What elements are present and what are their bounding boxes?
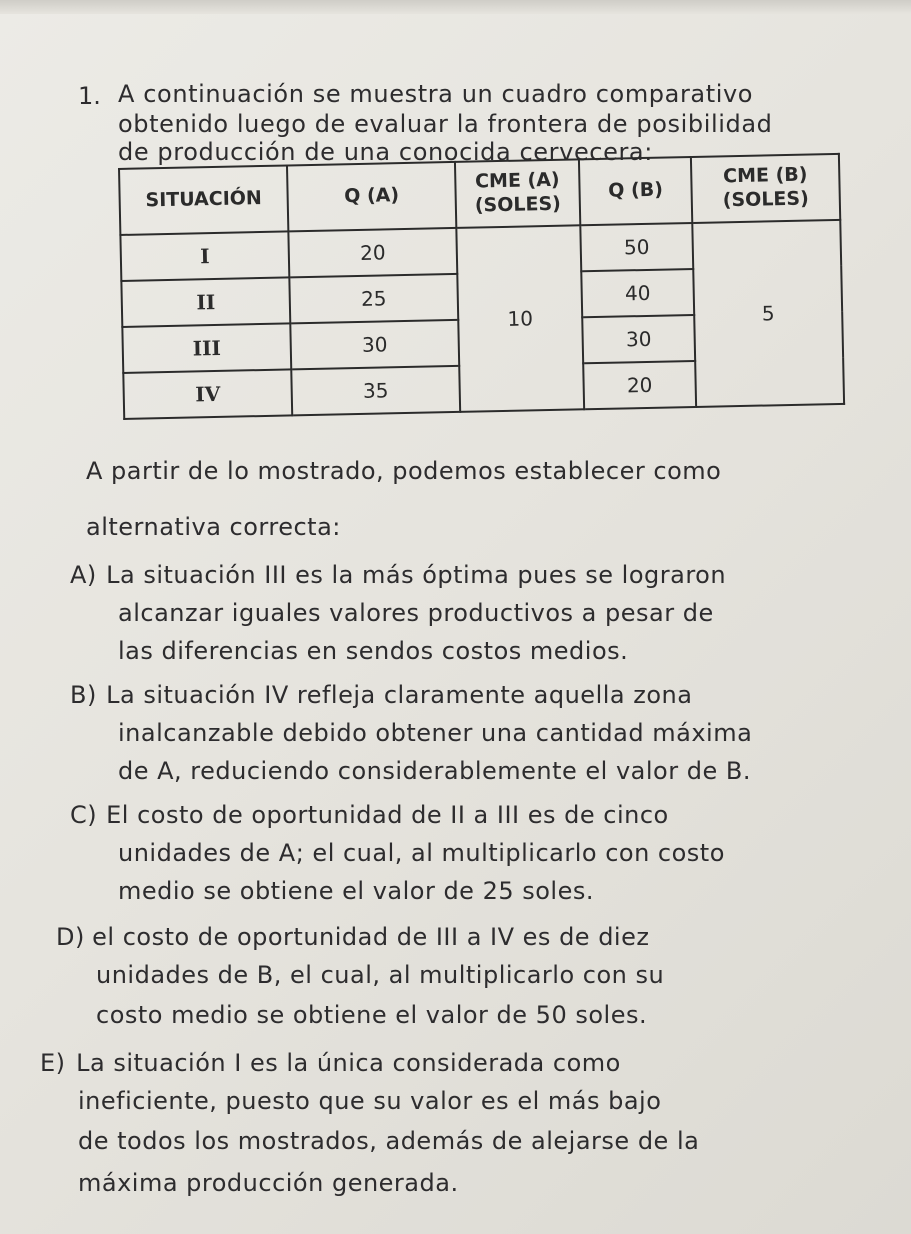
prompt-line-1: A partir de lo mostrado, podemos establecer como <box>86 457 722 485</box>
option-b[interactable] <box>70 676 692 714</box>
cell-situacion: II <box>121 277 290 327</box>
cell-situacion: III <box>122 323 291 373</box>
header-cme-b <box>691 154 840 223</box>
option-c-line-2: unidades de A; el cual, al multiplicarlo con costo <box>118 839 725 867</box>
cell-q-a: 30 <box>290 320 459 370</box>
header-q-b: Q (B) <box>579 157 692 225</box>
option-b-line-3: de A, reduciendo considerablemente el valor de B. <box>118 757 751 785</box>
cell-situacion: IV <box>123 369 292 419</box>
option-letter: A) <box>70 561 97 589</box>
cell-situacion: I <box>120 231 289 281</box>
option-letter: B) <box>70 681 97 709</box>
header-cme-a-line1: CME (A) <box>474 169 560 193</box>
cell-q-b: 30 <box>582 315 695 363</box>
prompt-line-2: alternativa correcta: <box>86 513 341 541</box>
question-number: 1. <box>78 82 101 110</box>
option-a[interactable] <box>70 556 726 594</box>
header-cme-b-line1: CME (B) <box>722 163 808 188</box>
cell-q-a: 25 <box>289 274 458 324</box>
page-top-edge <box>0 0 911 14</box>
cell-q-a: 20 <box>288 228 457 278</box>
intro-line-3: de producción de una conocida cervecera: <box>118 138 653 166</box>
option-d-line-1: el costo de oportunidad de III a IV es de diez <box>92 923 650 951</box>
option-a-line-1: La situación III es la más óptima pues se lograron <box>106 561 727 589</box>
header-cme-a <box>455 159 580 228</box>
option-d-line-3: costo medio se obtiene el valor de 50 soles. <box>96 1001 648 1029</box>
option-a-line-2: alcanzar iguales valores productivos a pesar de <box>118 599 714 627</box>
cell-cme-b: 5 <box>692 220 844 407</box>
comparison-table <box>118 153 843 420</box>
option-c-line-3: medio se obtiene el valor de 25 soles. <box>118 877 594 905</box>
cell-q-b: 40 <box>581 269 694 317</box>
option-a-line-3: las diferencias en sendos costos medios. <box>118 637 629 665</box>
header-situacion: SITUACIÓN <box>119 165 288 235</box>
cell-q-b: 50 <box>580 223 693 271</box>
option-e-line-4: máxima producción generada. <box>78 1169 459 1197</box>
intro-line-1: A continuación se muestra un cuadro comparativo <box>118 80 754 108</box>
cell-q-b: 20 <box>583 361 696 409</box>
header-cme-a-line2: (SOLES) <box>474 192 562 217</box>
option-e[interactable] <box>40 1044 621 1082</box>
option-d[interactable] <box>56 918 649 956</box>
cell-q-a: 35 <box>291 366 460 416</box>
option-e-line-2: ineficiente, puesto que su valor es el más bajo <box>78 1087 662 1115</box>
header-q-a: Q (A) <box>287 162 456 232</box>
option-c[interactable] <box>70 796 669 834</box>
option-b-line-2: inalcanzable debido obtener una cantidad máxima <box>118 719 753 747</box>
option-c-line-1: El costo de oportunidad de II a III es de cinco <box>106 801 669 829</box>
cell-cme-a: 10 <box>456 225 584 412</box>
option-letter: D) <box>56 923 85 951</box>
intro-line-2: obtenido luego de evaluar la frontera de posibilidad <box>118 110 773 138</box>
option-e-line-3: de todos los mostrados, además de alejarse de la <box>78 1127 700 1155</box>
option-b-line-1: La situación IV refleja claramente aquella zona <box>106 681 693 709</box>
option-letter: C) <box>70 801 98 829</box>
option-letter: E) <box>40 1049 66 1077</box>
option-d-line-2: unidades de B, el cual, al multiplicarlo con su <box>96 961 665 989</box>
option-e-line-1: La situación I es la única considerada como <box>76 1049 621 1077</box>
header-cme-b-line2: (SOLES) <box>722 187 810 212</box>
